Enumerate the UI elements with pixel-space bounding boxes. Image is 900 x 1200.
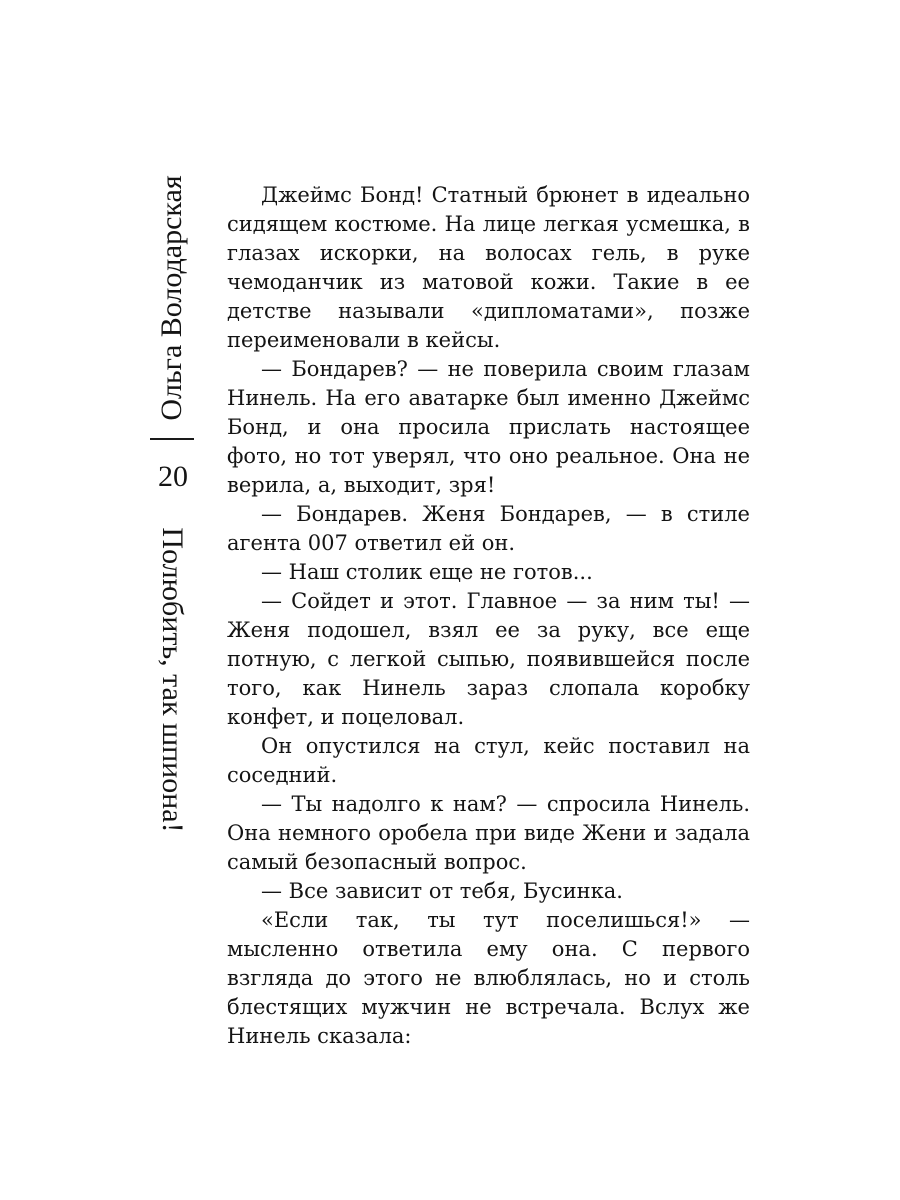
paragraph: — Наш столик еще не готов... xyxy=(261,560,593,584)
header-divider xyxy=(150,438,194,440)
page-number: 20 xyxy=(158,460,188,493)
paragraph: Он опустился на стул, кейс поставил на соседний. xyxy=(227,734,750,787)
paragraph: — Ты надолго к нам? — спросила Нинель. Она немного оробела при виде Жени и задала самый безопасный вопрос. xyxy=(227,792,750,874)
paragraph: — Все зависит от тебя, Бусинка. xyxy=(261,879,623,903)
paragraph: «Если так, ты тут поселишься!» — мысленно ответила ему она. С первого взгляда до этого не влюблялась, но и столь блестящих мужчин не встречала. Вслух же Нинель сказала: xyxy=(227,908,750,1048)
paragraph: Джеймс Бонд! Статный брюнет в идеально сидящем костюме. На лице легкая усмешка, в глазах искорки, на волосах гель, в руке чемоданчик из матовой кожи. Такие в ее детстве называли «дипломатами», позже переименовали в кейсы. xyxy=(227,183,750,352)
paragraph: — Бондарев. Женя Бондарев, — в стиле агента 007 ответил ей он. xyxy=(227,502,750,555)
running-header-book-title: Полюбить, так шпиона! xyxy=(156,527,189,833)
body-text xyxy=(227,181,750,1051)
paragraph: — Бондарев? — не поверила своим глазам Нинель. На его аватарке был именно Джеймс Бонд, и она просила прислать настоящее фото, но тот уверял, что оно реальное. Она не верила, а, выходит, зря! xyxy=(227,357,750,497)
running-header-author: Ольга Володарская xyxy=(155,175,188,421)
paragraph: — Сойдет и этот. Главное — за ним ты! — Женя подошел, взял ее за руку, все еще потную, с легкой сыпью, появившейся после того, как Нинель зараз слопала коробку конфет, и поцеловал. xyxy=(227,589,750,729)
